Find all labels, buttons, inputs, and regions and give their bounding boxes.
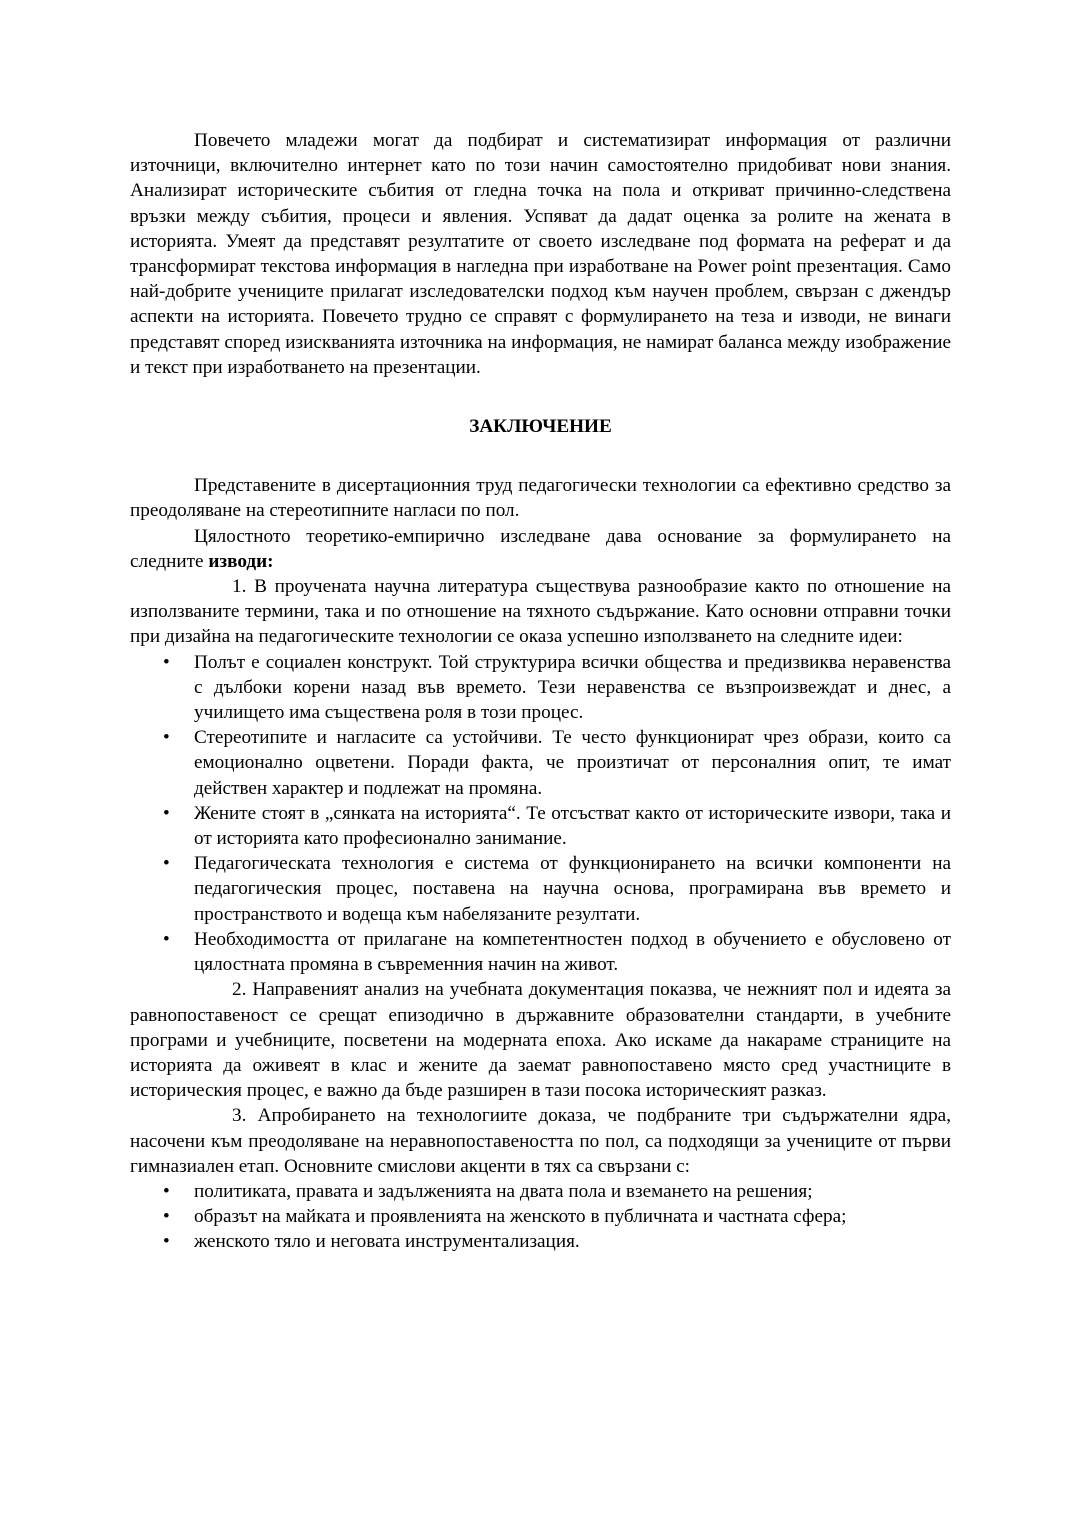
bullet-icon: •: [163, 853, 170, 875]
conclusion-point-3: 3. Апробирането на технологиите доказа, че подбраните три съдържателни ядра, насочени към преодоляване на неравнопоставеността по пол, са подходящи за учениците от първи гимназиален етап. Основните смислови акценти в тях са свързани с:: [130, 1105, 951, 1177]
conclusion-point-1: 1. В проучената научна литература съществува разнообразие както по отношение на използваните термини, така и по отношение на тяхното съдържание. Като основни отправни точки при дизайна на педагогическите технологии се оказа успешно използването на следните идеи:: [130, 576, 951, 648]
bullet-icon: •: [163, 651, 170, 673]
conclusion-heading: ЗАКЛЮЧЕНИЕ: [469, 416, 612, 438]
content-cores-bullet-list: [130, 1179, 951, 1255]
list-item-text: Необходимостта от прилагане на компетентностен подход в обучението е обусловено от цялостната промяна в съвременния начин на живот.: [194, 928, 951, 976]
ideas-bullet-list: [130, 650, 951, 978]
bullet-icon: •: [163, 1180, 170, 1202]
bullet-icon: •: [163, 928, 170, 950]
list-item: [130, 1179, 951, 1204]
list-item-text: Полът е социален конструкт. Той структурира всички общества и предизвиква неравенства с дълбоки корени назад във времето. Тези неравенства се възпроизвеждат и днес, а училището има съществена роля в този процес.: [194, 651, 951, 724]
document-page: [130, 128, 951, 1255]
list-item: [130, 1229, 951, 1254]
conclusion-paragraph-2: [130, 524, 951, 574]
list-item: [130, 801, 951, 851]
bullet-icon: •: [163, 1231, 170, 1253]
list-item-text: образът на майката и проявленията на женското в публичната и частната сфера;: [194, 1206, 847, 1228]
list-item: [130, 650, 951, 726]
bullet-icon: •: [163, 727, 170, 749]
conclusion-point-2: 2. Направеният анализ на учебната документация показва, че нежният пол и идеята за равнопоставеност се срещат епизодично в държавните образователни стандарти, в учебните програми и учебниците, посветени на модерната епоха. Ако искаме да накараме страниците на историята да оживеят в клас и жените да заемат равнопоставено място сред участниците в историческия процес, е важно да бъде разширен в тази посока историческият разказ.: [130, 979, 951, 1102]
conclusions-keyword: изводи:: [208, 550, 274, 572]
bullet-icon: •: [163, 1206, 170, 1228]
bullet-icon: •: [163, 802, 170, 824]
list-item: [130, 1204, 951, 1229]
list-item: [130, 851, 951, 927]
list-item-text: женското тяло и неговата инструментализация.: [194, 1231, 580, 1253]
conclusion-paragraph-1: Представените в дисертационния труд педагогически технологии са ефективно средство за преодоляване на стереотипните нагласи по пол.: [130, 475, 951, 522]
list-item: [130, 725, 951, 801]
list-item-text: политиката, правата и задълженията на двата пола и вземането на решения;: [194, 1180, 813, 1202]
list-item-text: Жените стоят в „сянката на историята“. Те отсъстват както от историческите извори, така и от историята като професионално занимание.: [194, 802, 951, 850]
list-item: [130, 927, 951, 977]
conclusion-paragraph-2-text: Цялостното теоретико-емпирично изследване дава основание за формулирането на следните: [130, 525, 951, 572]
list-item-text: Стереотипите и нагласите са устойчиви. Те често функционират чрез образи, които са емоционално оцветени. Поради факта, че произтичат от персоналния опит, те имат действен характер и подлежат на промяна.: [194, 727, 951, 799]
list-item-text: Педагогическата технология е система от функционирането на всички компоненти на педагогическия процес, поставена на научна основа, програмирана във времето и пространството и водеща към набелязаните резултати.: [194, 853, 951, 925]
intro-paragraph: Повечето младежи могат да подбират и систематизират информация от различни източници, включително интернет като по този начин самостоятелно придобиват нови знания. Анализират историческите събития от гледна точка на пола и откриват причинно-следствена връзки между събития, процеси и явления. Успяват да дадат оценка за ролите на жената в историята. Умеят да представят резултатите от своето изследване под формата на реферат и да трансформират текстова информация в нагледна при изработване на Power point презентация. Само най-добрите учениците прилагат изследователски подход към научен проблем, свързан с джендър аспекти на историята. Повечето трудно се справят с формулирането на теза и изводи, не винаги представят според изискванията източника на информация, не намират баланса между изображение и текст при изработването на презентации.: [130, 130, 951, 378]
